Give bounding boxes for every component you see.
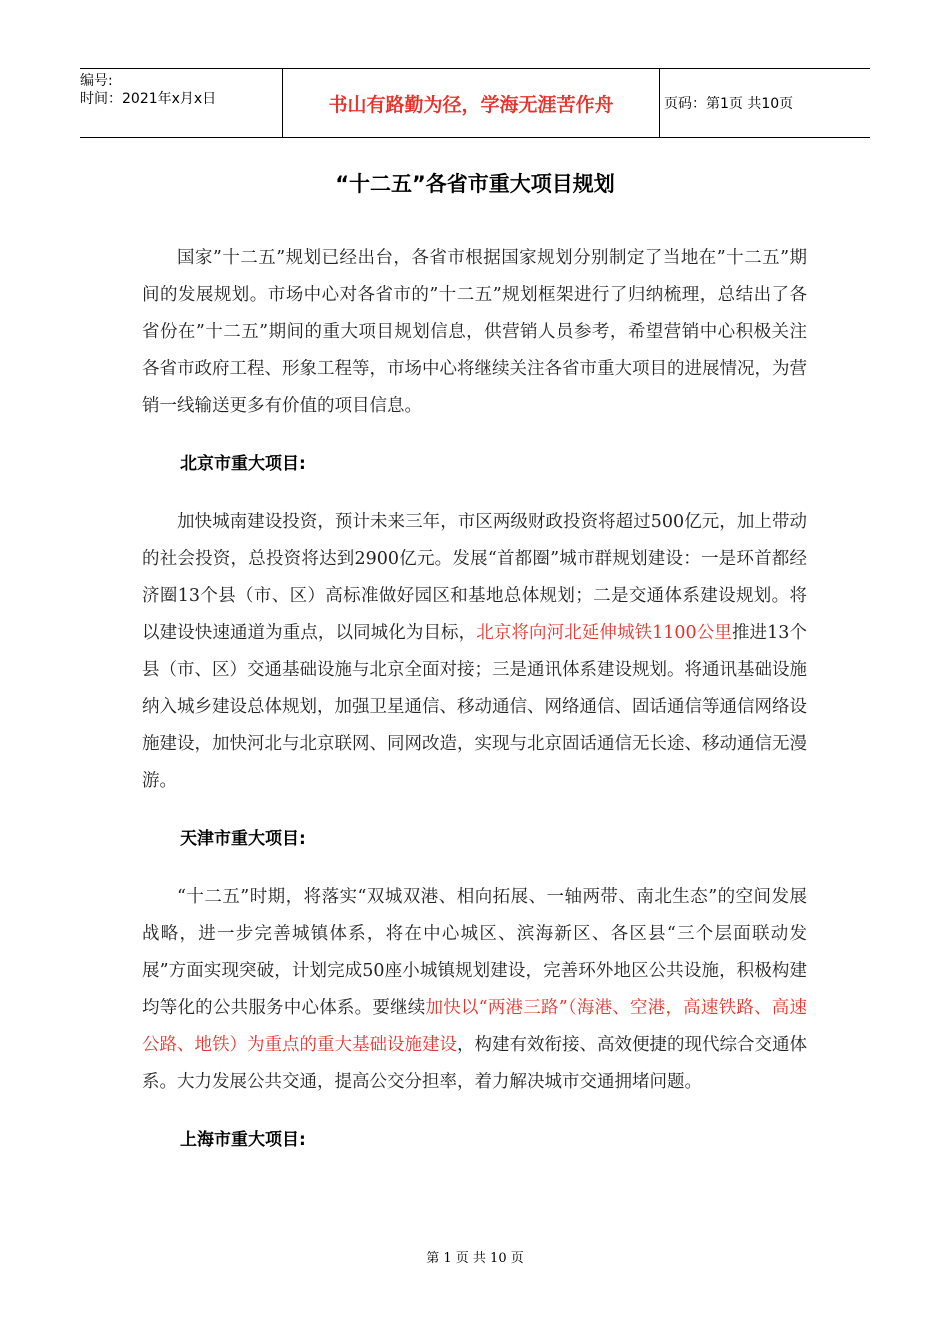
- number-label: 编号:: [80, 73, 113, 89]
- beijing-text-after: 推进13个县（市、区）交通基础设施与北京全面对接；三是通讯体系建设规划。将通讯基础设施纳入城乡建设总体规划，加强卫星通信、移动通信、网络通信、固话通信等通信网络设施建设，加快河北与北京联网、同网改造，实现与北京固话通信无长途、移动通信无漫游。: [142, 623, 807, 791]
- tianjin-paragraph: [142, 879, 807, 1101]
- intro-paragraph: 国家”十二五”规划已经出台，各省市根据国家规划分别制定了当地在”十二五”期间的发展规划。市场中心对各省市的”十二五”规划框架进行了归纳梳理，总结出了各省份在”十二五”期间的重大项目规划信息，供营销人员参考，希望营销中心积极关注各省市政府工程、形象工程等，市场中心将继续关注各省市重大项目的进展情况，为营销一线输送更多有价值的项目信息。: [142, 248, 807, 416]
- header-meta: [80, 69, 282, 137]
- header-page-code: 页码：第1页 共10页: [664, 96, 794, 112]
- page-header: [80, 68, 870, 138]
- beijing-heading: 北京市重大项目:: [180, 454, 306, 474]
- tianjin-text-after: ，构建有效衔接、高效便捷的现代综合交通体系。大力发展公共交通，提高公交分担率，着力解决城市交通拥堵问题。: [142, 1035, 807, 1092]
- page-footer: 第 1 页 共 10 页: [426, 1251, 524, 1266]
- tianjin-heading: 天津市重大项目:: [180, 829, 306, 849]
- beijing-paragraph: [142, 504, 807, 800]
- beijing-highlight: 北京将向河北延伸城铁1100公里: [476, 623, 732, 643]
- tianjin-text-before: “十二五”时期，将落实“双城双港、相向拓展、一轴两带、南北生态”的空间发展战略，进一步完善城镇体系，将在中心城区、滨海新区、各区县“三个层面联动发展”方面实现突破，计划完成50座小城镇规划建设，完善环外地区公共设施，积极构建均等化的公共服务中心体系。要继续: [142, 887, 807, 1018]
- tianjin-highlight: 加快以“两港三路”（海港、空港，高速铁路、高速公路、地铁）为重点的重大基础设施建设: [142, 998, 807, 1055]
- document-title: “十二五”各省市重大项目规划: [335, 172, 615, 196]
- beijing-text-before: 加快城南建设投资，预计未来三年，市区两级财政投资将超过500亿元，加上带动的社会投资，总投资将达到2900亿元。发展“首都圈”城市群规划建设：一是环首都经济圈13个县（市、区）高标准做好园区和基地总体规划；二是交通体系建设规划。将以建设快速通道为重点，以同城化为目标，: [142, 512, 807, 643]
- header-motto: 书山有路勤为径，学海无涯苦作舟: [282, 69, 660, 137]
- shanghai-heading: 上海市重大项目:: [180, 1130, 306, 1150]
- document-body: [142, 240, 807, 1159]
- time-label: 时间：2021年x月x日: [80, 91, 217, 107]
